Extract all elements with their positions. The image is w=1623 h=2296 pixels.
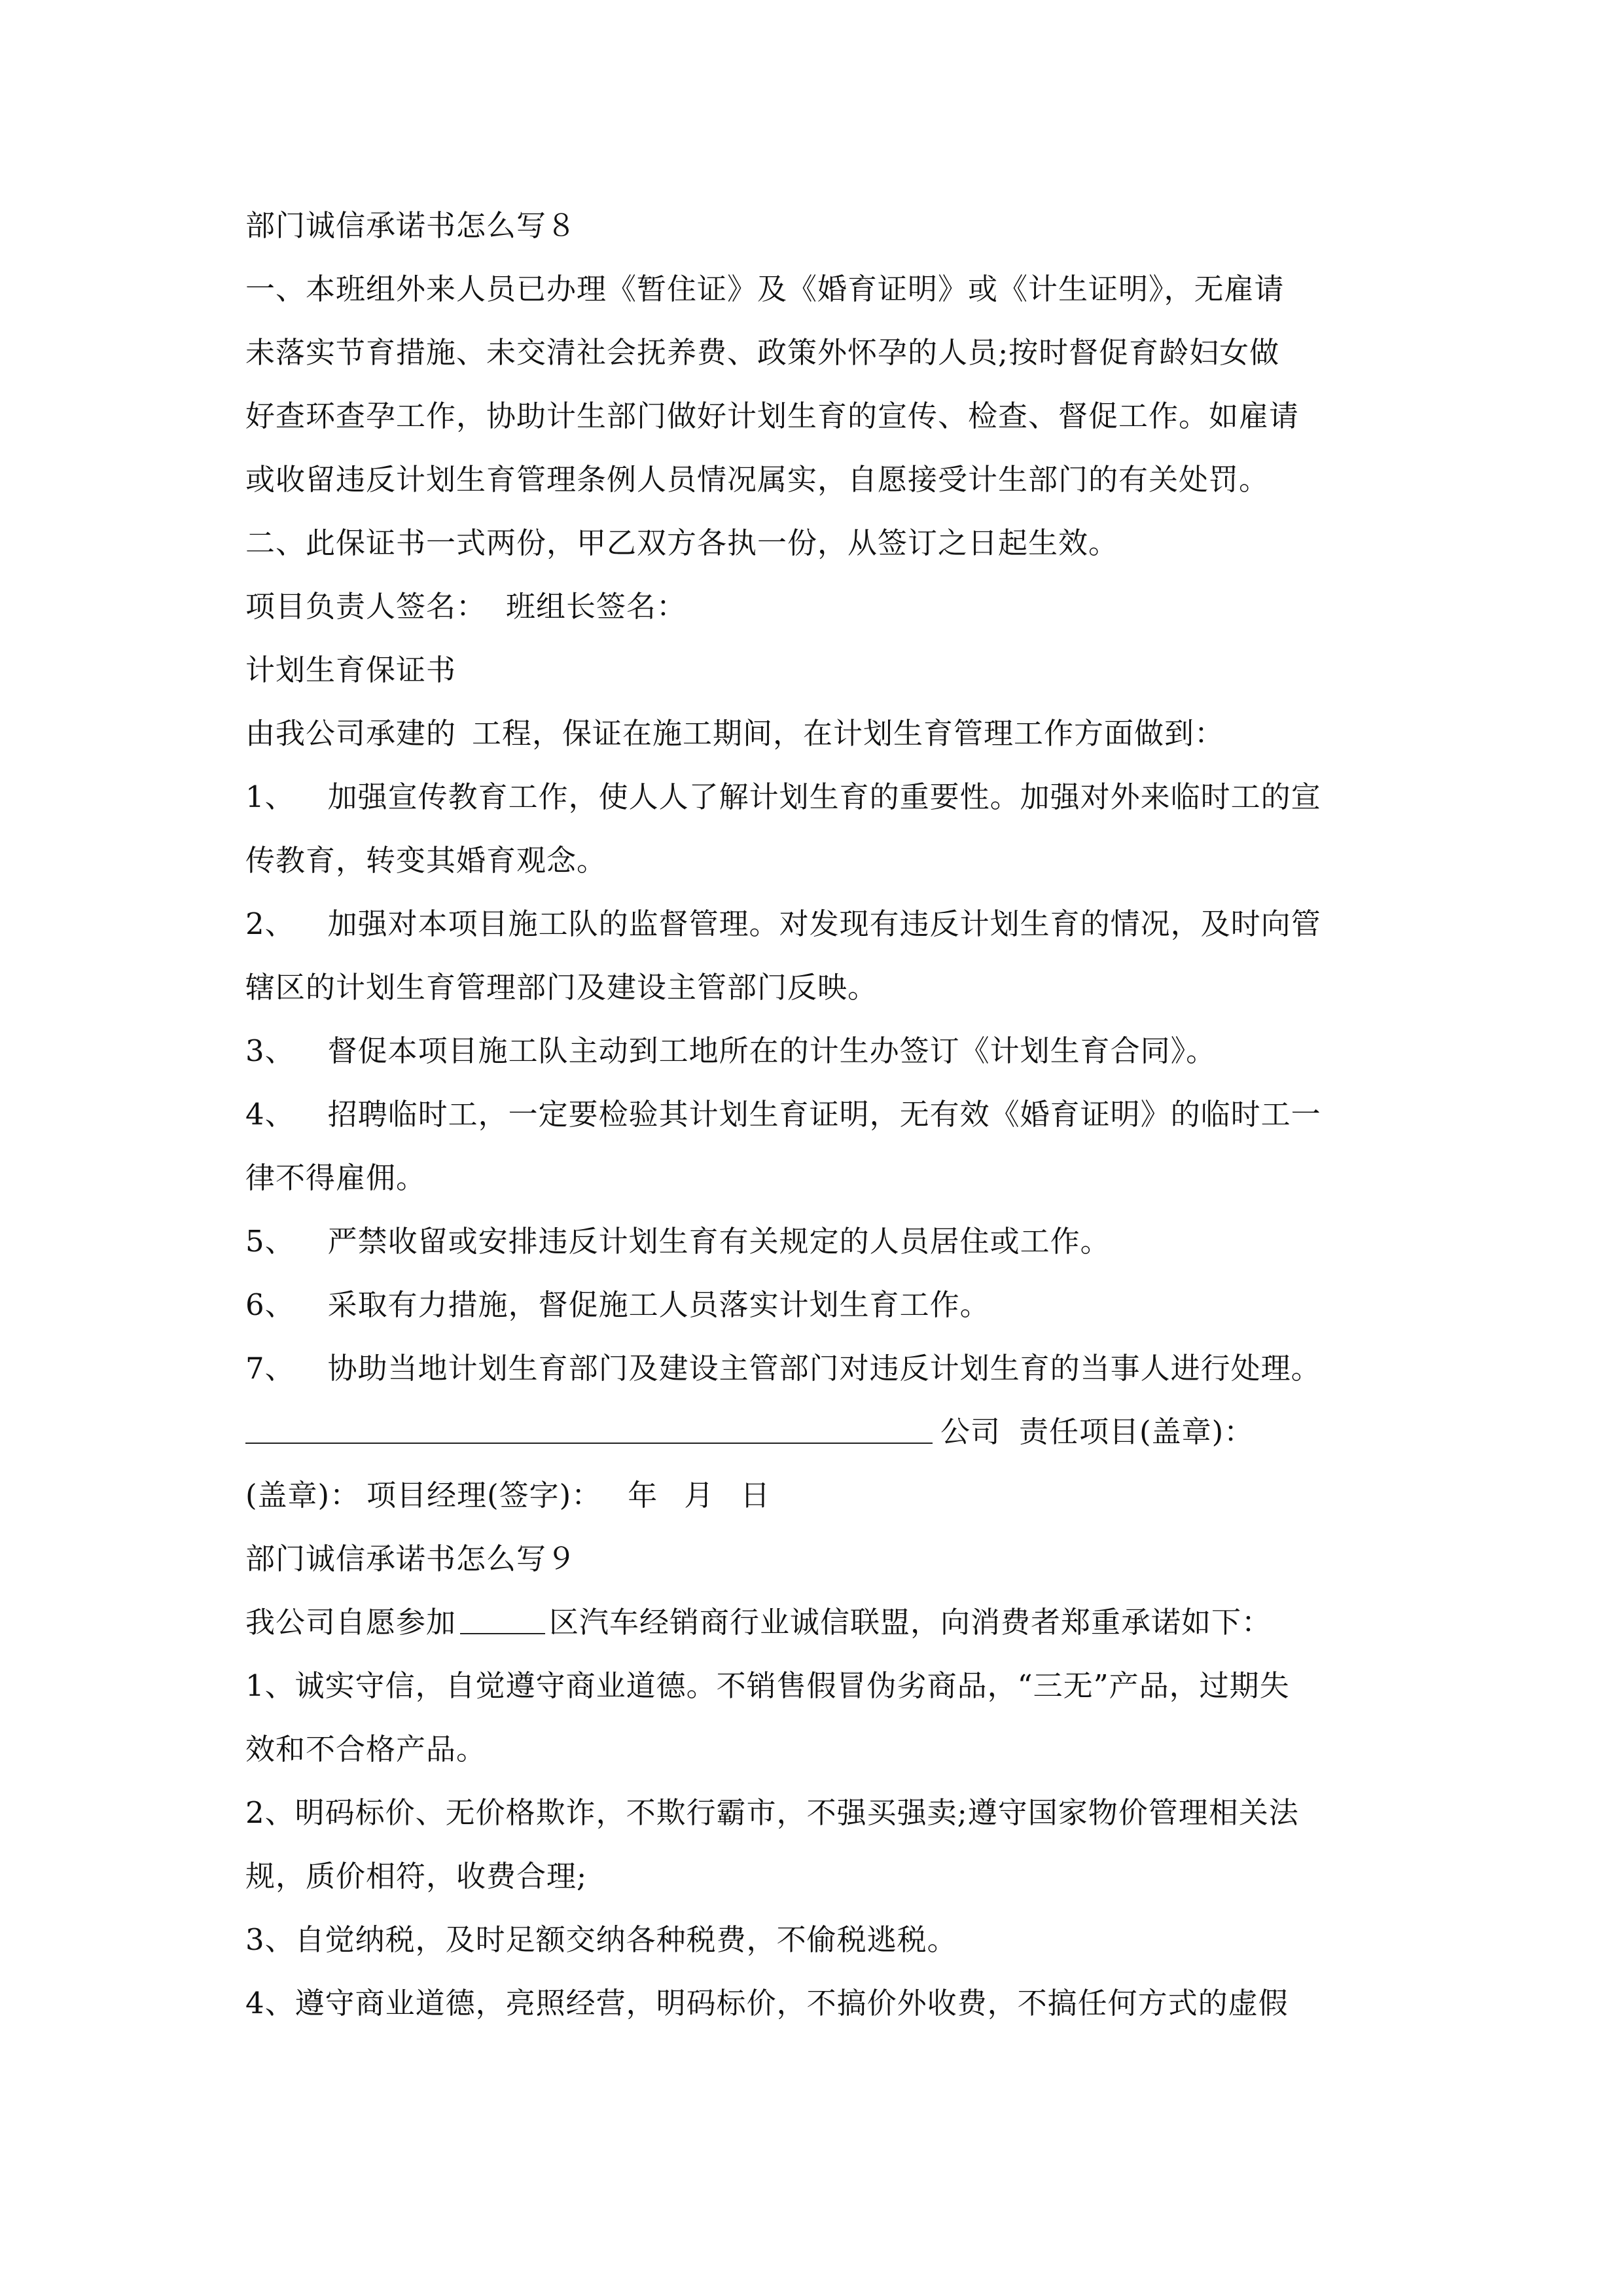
s9-item-2-line-1: 2、明码标价、无价格欺诈，不欺行霸市，不强买强卖;遵守国家物价管理相关法 bbox=[245, 1795, 1299, 1830]
item-1-text: 加强宣传教育工作，使人人了解计划生育的重要性。加强对外来临时工的宣 bbox=[327, 780, 1321, 814]
item-7-number: 7、 bbox=[245, 1351, 295, 1386]
guarantee-item-3 bbox=[245, 1031, 1404, 1071]
s8-paragraph-1-line-3: 好查环查孕工作，协助计生部门做好计划生育的宣传、检查、督促工作。如雇请 bbox=[245, 399, 1300, 433]
s9-intro-start: 我公司自愿参加 bbox=[245, 1605, 457, 1640]
item-3-text: 督促本项目施工队主动到工地所在的计生办签订《计划生育合同》。 bbox=[327, 1033, 1217, 1068]
s8-paragraph-1-line-2: 未落实节育措施、未交清社会抚养费、政策外怀孕的人员;按时督促育龄妇女做 bbox=[245, 335, 1280, 370]
item-5-number: 5、 bbox=[245, 1224, 295, 1259]
item-6-text: 采取有力措施，督促施工人员落实计划生育工作。 bbox=[327, 1287, 990, 1322]
s8-paragraph-2: 二、此保证书一式两份，甲乙双方各执一份，从签订之日起生效。 bbox=[245, 526, 1119, 560]
s8-paragraph-1-line-1: 一、本班组外来人员已办理《暂住证》及《婚育证明》或《计生证明》，无雇请 bbox=[245, 272, 1285, 306]
item-4-text: 招聘临时工，一定要检验其计划生育证明，无有效《婚育证明》的临时工一 bbox=[327, 1097, 1321, 1132]
company-name-blank bbox=[245, 1412, 933, 1444]
company-label: 公司 bbox=[940, 1414, 1001, 1449]
s8-paragraph-1-line-4: 或收留违反计划生育管理条例人员情况属实，自愿接受计生部门的有关处罚。 bbox=[245, 462, 1270, 497]
district-blank bbox=[460, 1603, 545, 1634]
guarantee-item-1-line-2: 传教育，转变其婚育观念。 bbox=[245, 843, 607, 878]
s9-item-2-line-2: 规，质价相符，收费合理; bbox=[245, 1859, 588, 1893]
item-5-text: 严禁收留或安排违反计划生育有关规定的人员居住或工作。 bbox=[327, 1224, 1111, 1259]
company-seal-line bbox=[245, 1412, 1404, 1452]
s9-intro-end: 区汽车经销商行业诚信联盟，向消费者郑重承诺如下： bbox=[549, 1605, 1272, 1640]
guarantee-item-1-line-1 bbox=[245, 778, 1404, 817]
section-8-title: 部门诚信承诺书怎么写８ bbox=[245, 208, 577, 243]
item-2-number: 2、 bbox=[245, 906, 295, 941]
s9-item-1-line-2: 效和不合格产品。 bbox=[245, 1732, 487, 1767]
date-year: 年 bbox=[628, 1478, 658, 1513]
guarantee-item-4-line-1 bbox=[245, 1095, 1404, 1134]
section-9-title: 部门诚信承诺书怎么写９ bbox=[245, 1541, 577, 1576]
item-1-number: 1、 bbox=[245, 780, 295, 814]
guarantee-item-6 bbox=[245, 1285, 1404, 1325]
seal-label: (盖章)： bbox=[245, 1478, 361, 1513]
guarantee-title: 计划生育保证书 bbox=[245, 653, 457, 687]
guarantee-item-2-line-2: 辖区的计划生育管理部门及建设主管部门反映。 bbox=[245, 970, 878, 1005]
item-7-text: 协助当地计划生育部门及建设主管部门对违反计划生育的当事人进行处理。 bbox=[327, 1351, 1321, 1386]
guarantee-item-7 bbox=[245, 1349, 1404, 1388]
item-3-number: 3、 bbox=[245, 1033, 295, 1068]
guarantee-intro bbox=[245, 714, 1404, 753]
guarantee-intro-end: 工程，保证在施工期间，在计划生育管理工作方面做到： bbox=[472, 716, 1225, 751]
guarantee-item-2-line-1 bbox=[245, 905, 1404, 944]
item-2-text: 加强对本项目施工队的监督管理。对发现有违反计划生育的情况，及时向管 bbox=[327, 906, 1321, 941]
date-month: 月 bbox=[684, 1478, 715, 1513]
s9-item-4-line-1: 4、遵守商业道德，亮照经营，明码标价，不搞价外收费，不搞任何方式的虚假 bbox=[245, 1986, 1289, 2020]
s9-intro bbox=[245, 1603, 1404, 1642]
guarantee-item-4-line-2: 律不得雇佣。 bbox=[245, 1160, 427, 1195]
signature-line bbox=[245, 587, 1404, 626]
responsible-project-label: 责任项目(盖章)： bbox=[1019, 1414, 1255, 1449]
s9-item-1-line-1: 1、诚实守信，自觉遵守商业道德。不销售假冒伪劣商品，“三无”产品，过期失 bbox=[245, 1668, 1290, 1703]
manager-signature-line bbox=[245, 1476, 1404, 1515]
guarantee-intro-start: 由我公司承建的 bbox=[245, 716, 457, 751]
item-4-number: 4、 bbox=[245, 1097, 295, 1132]
team-leader-signature-label: 班组长签名： bbox=[506, 589, 687, 624]
s9-item-3: 3、自觉纳税，及时足额交纳各种税费，不偷税逃税。 bbox=[245, 1922, 957, 1957]
manager-signature-label: 项目经理(签字)： bbox=[366, 1478, 602, 1513]
date-day: 日 bbox=[740, 1478, 771, 1513]
project-leader-signature-label: 项目负责人签名： bbox=[245, 589, 487, 624]
guarantee-item-5 bbox=[245, 1222, 1404, 1261]
item-6-number: 6、 bbox=[245, 1287, 295, 1322]
